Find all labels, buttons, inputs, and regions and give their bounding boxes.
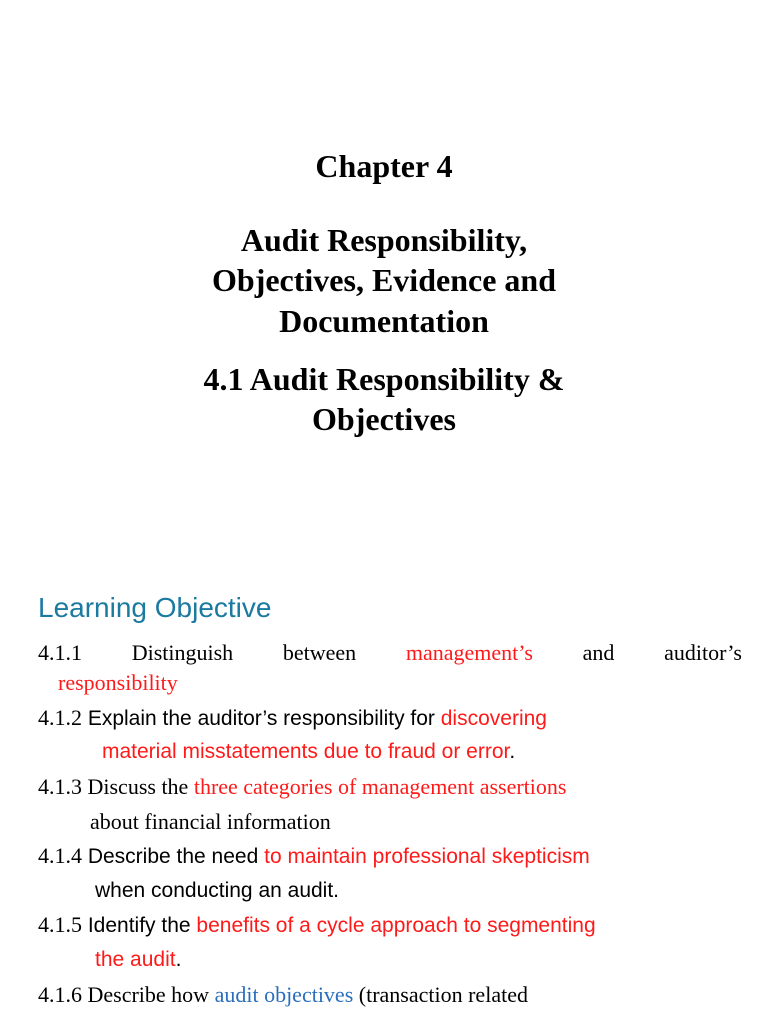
objective-word: Distinguish [131,640,234,665]
objective-word: auditor’s [664,640,742,665]
objective-item-1-line-2: responsibility [58,670,178,695]
section-title-line-1: 4.1 Audit Responsibility & [203,361,565,397]
objective-number: 4.1.3 [38,774,82,799]
objective-highlight: the audit [95,948,176,971]
objective-item-1 [38,638,742,668]
chapter-heading: Chapter 4 [315,148,453,184]
learning-objective-heading: Learning Objective [38,592,272,623]
objective-number: 4.1.5 [38,912,82,937]
chapter-title-line-3: Documentation [279,303,489,339]
objective-number: 4.1.6 [38,982,82,1007]
objective-word: between [282,640,357,665]
objective-word: and [582,640,615,665]
learning-objective-slide [0,560,768,1024]
objective-number: 4.1.1 [38,640,82,665]
section-title-line-2: Objectives [312,401,456,437]
chapter-title-line-2: Objectives, Evidence and [212,262,556,298]
objective-item-6 [38,980,528,1010]
objective-text: (transaction related [353,982,528,1007]
objective-item-2 [38,703,547,736]
objective-text: Discuss the [82,774,194,799]
objective-item-3-line-2: about financial information [90,809,331,834]
objective-highlight: management’s [405,640,533,665]
objective-text: Identify the [82,914,197,937]
objective-highlight: material misstatements due to fraud or error [102,740,510,763]
objective-item-5-line-2 [95,945,181,975]
objective-number: 4.1.4 [38,843,82,868]
objective-highlight: benefits of a cycle approach to segmenting [196,914,596,937]
objective-item-3 [38,772,566,802]
objective-highlight: to maintain professional skepticism [264,845,590,868]
objective-highlight: three categories of management assertions [193,774,567,799]
objective-item-4 [38,841,590,874]
objective-text: Explain the auditor’s responsibility for [82,707,441,730]
objective-text: Describe how [82,982,215,1007]
chapter-title-line-1: Audit Responsibility, [240,222,528,258]
objective-text: . [509,740,516,763]
objective-number: 4.1.2 [38,705,82,730]
objective-highlight: audit objectives [214,982,354,1007]
objective-text: Describe the need [82,845,265,868]
objective-highlight: discovering [440,707,547,730]
objective-item-4-line-2: when conducting an audit. [95,879,340,902]
objective-item-2-line-2 [102,737,515,767]
objective-text: . [175,948,182,971]
objective-item-5 [38,910,596,943]
